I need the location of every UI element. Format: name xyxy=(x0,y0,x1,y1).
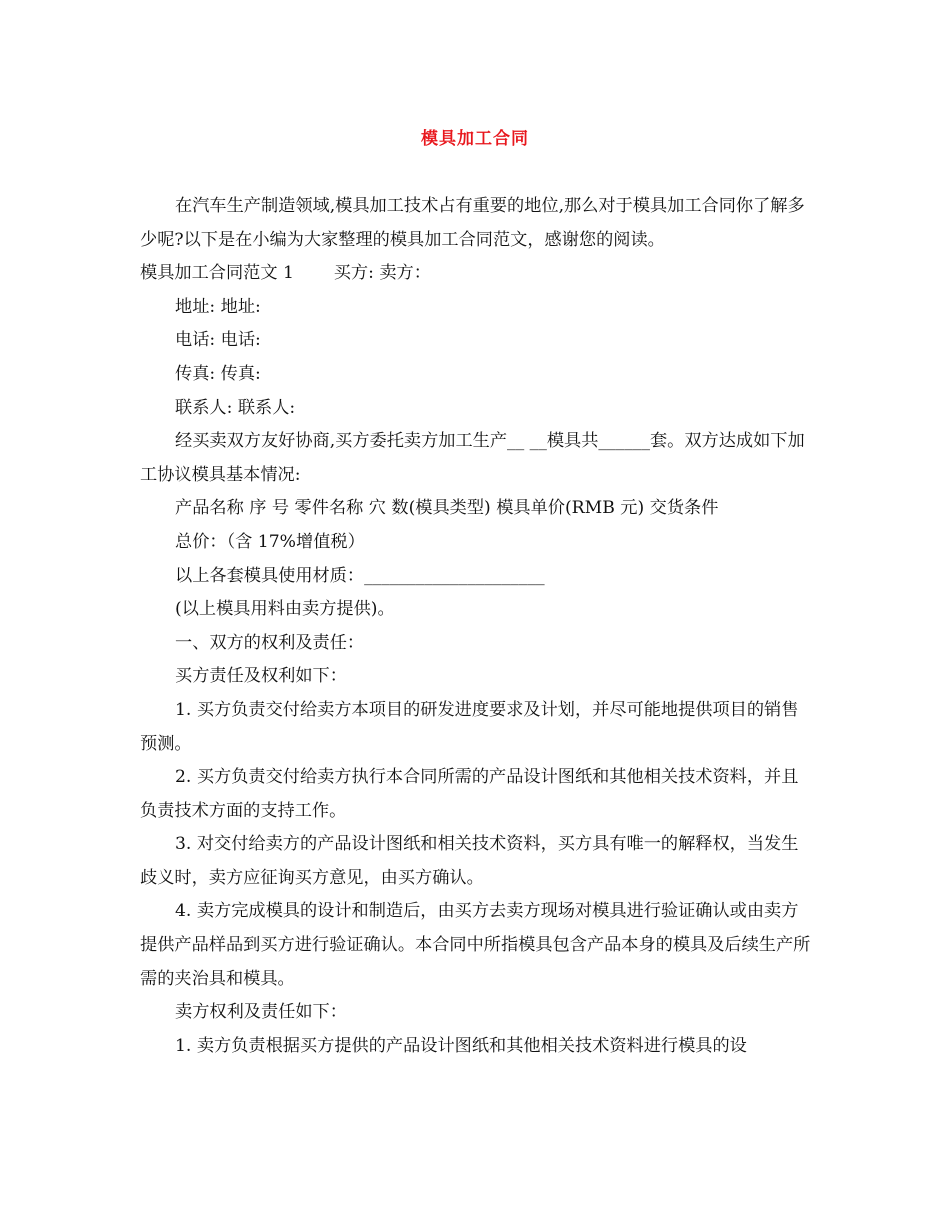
paragraph-columns: 产品名称 序 号 零件名称 穴 数(模具类型) 模具单价(RMB 元) 交货条件 xyxy=(175,498,719,519)
paragraph-buyer-item-3: 3. 对交付给卖方的产品设计图纸和相关技术资料，买方具有唯一的解释权，当发生歧义时，卖方应征询买方意见，由买方确认。 xyxy=(140,834,799,888)
paragraph-sample-heading: 模具加工合同范文 1 买方: 卖方： xyxy=(140,263,431,284)
paragraph-buyer-item-1: 1. 买方负责交付给卖方本项目的研发进度要求及计划，并尽可能地提供项目的销售预测。 xyxy=(140,699,799,754)
paragraph-seller-heading: 卖方权利及责任如下： xyxy=(175,1002,347,1023)
paragraph-intro: 在汽车生产制造领域,模具加工技术占有重要的地位,那么对于模具加工合同你了解多少呢?以下是在小编为大家整理的模具加工合同范文，感谢您的阅读。 xyxy=(140,196,805,250)
paragraph-section-heading: 一、双方的权利及责任： xyxy=(175,632,365,653)
paragraph-buyer-item-2: 2. 买方负责交付给卖方执行本合同所需的产品设计图纸和其他相关技术资料，并且负责技术方面的支持工作。 xyxy=(140,767,799,821)
paragraph-seller-item-1: 1. 卖方负责根据买方提供的产品设计图纸和其他相关技术资料进行模具的设 xyxy=(175,1035,747,1056)
paragraph-buyer-item-4: 4. 卖方完成模具的设计和制造后，由买方去卖方现场对模具进行验证确认或由卖方提供产品样品到买方进行验证确认。本合同中所指模具包含产品本身的模具及后续生产所需的夹治具和模具。 xyxy=(140,901,811,989)
paragraph-fax: 传真: 传真: xyxy=(175,363,261,384)
paragraph-phone: 电话: 电话: xyxy=(175,330,261,351)
paragraph-address: 地址: 地址: xyxy=(175,296,261,317)
document-body xyxy=(140,190,815,1063)
paragraph-contact: 联系人: 联系人: xyxy=(175,397,296,418)
paragraph-material-note: (以上模具用料由卖方提供)。 xyxy=(175,599,395,620)
paragraph-agreement: 经买卖双方友好协商,买方委托卖方加工生产__ __模具共______套。双方达成如下加工协议模具基本情况: xyxy=(140,431,805,485)
paragraph-material: 以上各套模具使用材质：_____________________ xyxy=(175,565,545,586)
document-title: 模具加工合同 xyxy=(421,129,529,149)
paragraph-total-price: 总价：（含 17%增值税） xyxy=(175,531,365,552)
paragraph-buyer-heading: 买方责任及权利如下： xyxy=(175,666,347,687)
